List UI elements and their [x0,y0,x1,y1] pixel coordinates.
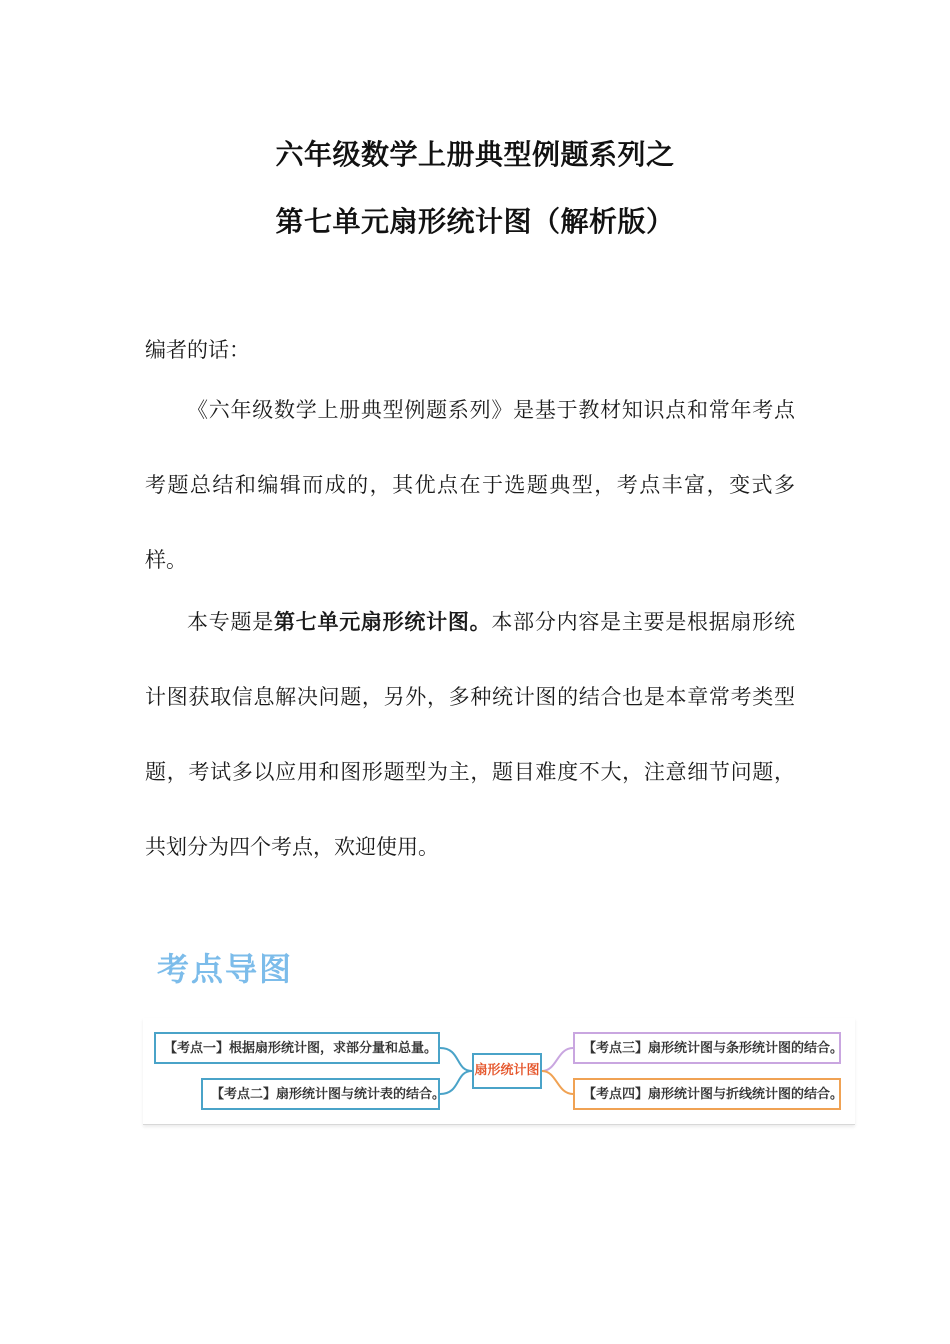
connector-1 [440,1048,472,1071]
topic-paragraph-suffix: 本部分内容是主要是根据扇形统计图获取信息解决问题，另外，多种统计图的结合也是本章常考类型题，考试多以应用和图形题型为主，题目难度不大，注意细节问题，共划分为四个考点，欢迎使用。 [145,610,796,859]
mindmap-panel [143,1018,855,1125]
editor-note-label: 编者的话： [145,338,250,362]
mindmap-node-3: 【考点三】扇形统计图与条形统计图的结合。 [573,1032,841,1064]
mindmap-center-node: 扇形统计图 [472,1053,542,1089]
connector-4 [542,1071,573,1094]
connector-3 [542,1048,573,1071]
mindmap-node-1: 【考点一】根据扇形统计图，求部分量和总量。 [154,1032,440,1064]
mindmap-section [143,930,855,1126]
topic-paragraph-prefix: 本专题是 [187,610,274,634]
mindmap-node-2: 【考点二】扇形统计图与统计表的结合。 [201,1078,440,1110]
document-title-line1: 六年级数学上册典型例题系列之 [275,138,675,171]
topic-paragraph-text [145,585,795,885]
mindmap-heading: 考点导图 [157,950,294,988]
document-title-line2: 第七单元扇形统计图（解析版） [275,205,675,238]
intro-paragraph-text: 《六年级数学上册典型例题系列》是基于教材知识点和常年考点考题总结和编辑而成的，其优点在于选题典型，考点丰富，变式多样。 [145,398,795,572]
intro-paragraph [145,373,795,598]
topic-paragraph [145,585,795,885]
topic-paragraph-bold: 第七单元扇形统计图。 [273,610,492,634]
mindmap-node-4: 【考点四】扇形统计图与折线统计图的结合。 [573,1078,841,1110]
